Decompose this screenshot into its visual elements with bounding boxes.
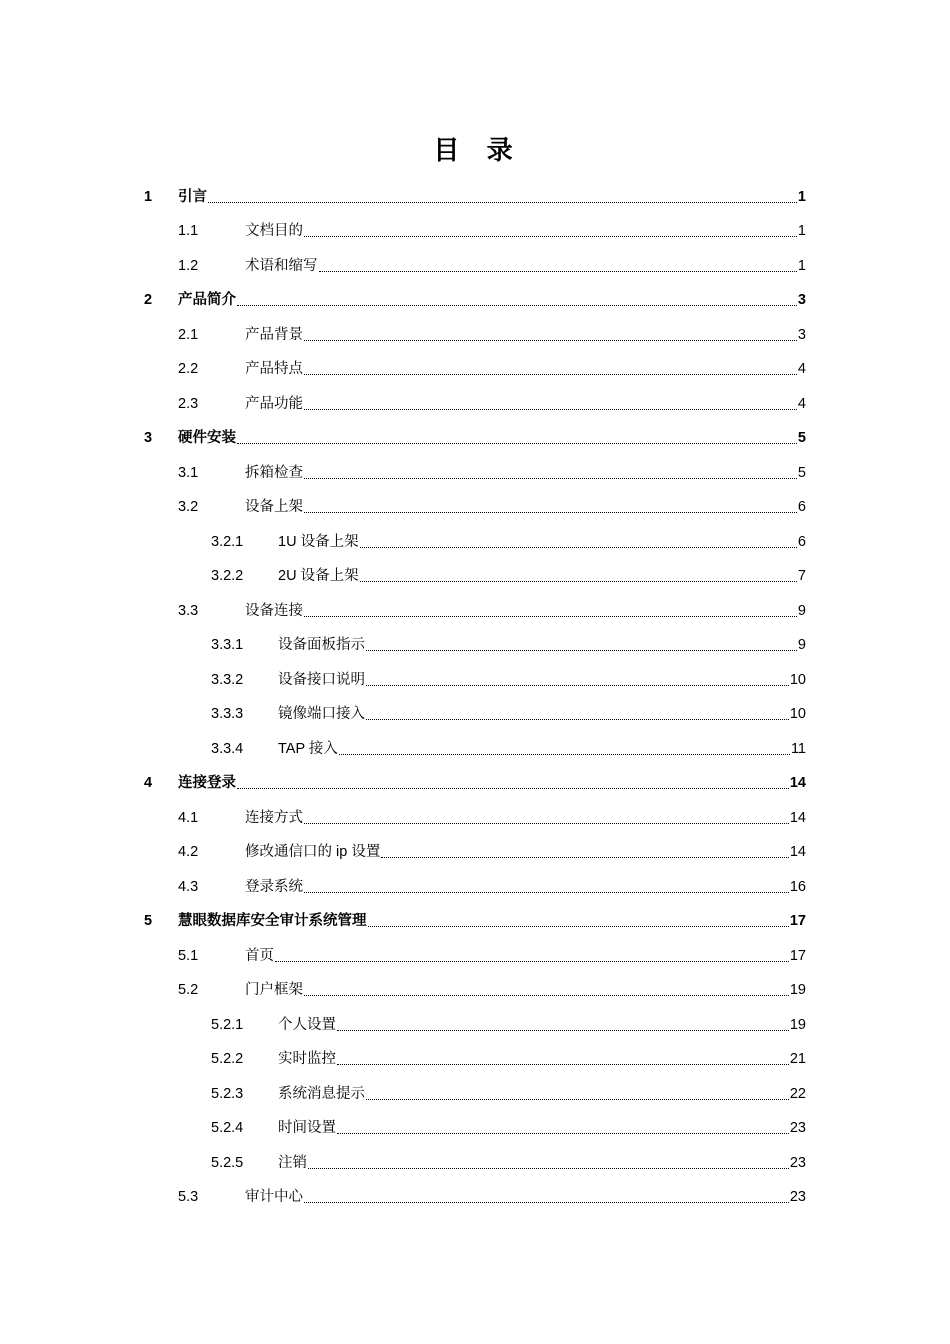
toc-entry-number: 1.1 [178, 223, 199, 240]
dot-leader [304, 512, 797, 513]
dot-leader [337, 1133, 789, 1134]
toc-entry[interactable] [178, 836, 806, 870]
toc-entry[interactable] [178, 594, 806, 628]
toc-entry-number: 2 [144, 292, 153, 309]
dot-leader [308, 1168, 789, 1169]
toc-entry[interactable] [211, 1112, 806, 1146]
toc-entry-number: 3.3.4 [211, 740, 244, 757]
dot-leader [208, 202, 797, 203]
toc-entry-page-number: 11 [790, 740, 806, 757]
toc-entry-number: 5.1 [178, 947, 199, 964]
toc-entry-number: 3.2 [178, 499, 199, 516]
toc-entry[interactable] [178, 870, 806, 904]
toc-entry-number: 4.1 [178, 809, 199, 826]
dot-leader [304, 892, 789, 893]
dot-leader [237, 305, 797, 306]
toc-entry[interactable] [178, 387, 806, 421]
toc-entry-label: 登录系统 [245, 878, 303, 895]
dot-leader [337, 1064, 789, 1065]
dot-leader [304, 995, 789, 996]
toc-entry-page-number: 5 [797, 430, 806, 447]
dot-leader [339, 754, 790, 755]
toc-entry-label: 1U 设备上架 [278, 533, 359, 550]
toc-entry-page-number: 9 [797, 602, 806, 619]
toc-entry-number: 3.2.1 [211, 533, 244, 550]
dot-leader [360, 581, 797, 582]
dot-leader [337, 1030, 789, 1031]
toc-entry-number: 4.2 [178, 844, 199, 861]
dot-leader [275, 961, 789, 962]
toc-entry-number: 5.2.4 [211, 1120, 244, 1137]
toc-entry-page-number: 5 [797, 464, 806, 481]
toc-entry-page-number: 14 [789, 775, 806, 792]
toc-entry-number: 5 [144, 913, 153, 930]
toc-entry-page-number: 23 [789, 1120, 806, 1137]
toc-title: 目 录 [433, 135, 523, 165]
toc-entry-page-number: 14 [789, 809, 806, 826]
toc-entry-label: 文档目的 [245, 223, 303, 240]
toc-entry-label: 时间设置 [278, 1120, 336, 1137]
toc-entry[interactable] [211, 1077, 806, 1111]
toc-entry-number: 5.2 [178, 982, 199, 999]
toc-entry-label: 拆箱检查 [245, 464, 303, 481]
toc-entry-number: 4.3 [178, 878, 199, 895]
toc-entry[interactable] [211, 732, 806, 766]
toc-entry-number: 2.3 [178, 395, 199, 412]
toc-entry-label: 审计中心 [245, 1189, 303, 1206]
toc-entry-page-number: 10 [789, 706, 806, 723]
toc-entry[interactable] [144, 767, 806, 801]
toc-entry-label: 个人设置 [278, 1016, 336, 1033]
toc-entry[interactable] [211, 560, 806, 594]
toc-entry-label: 2U 设备上架 [278, 568, 359, 585]
toc-entry-number: 5.2.2 [211, 1051, 244, 1068]
toc-entry[interactable] [211, 1043, 806, 1077]
toc-entry-page-number: 3 [797, 292, 806, 309]
toc-entry[interactable] [144, 180, 806, 214]
toc-entry-label: 设备连接 [245, 602, 303, 619]
toc-entry-page-number: 22 [789, 1085, 806, 1102]
toc-entry-page-number: 14 [789, 844, 806, 861]
toc-entry-number: 5.2.5 [211, 1154, 244, 1171]
toc-entry-label: 设备上架 [245, 499, 303, 516]
dot-leader [366, 1099, 789, 1100]
toc-entry[interactable] [144, 905, 806, 939]
toc-entry-page-number: 17 [789, 913, 806, 930]
toc-entry[interactable] [211, 1146, 806, 1180]
toc-entry-page-number: 1 [797, 188, 806, 205]
dot-leader [304, 478, 797, 479]
toc-entry-page-number: 23 [789, 1154, 806, 1171]
toc-entry[interactable] [211, 525, 806, 559]
dot-leader [366, 685, 789, 686]
toc-entry[interactable] [211, 663, 806, 697]
toc-entry-label: 产品特点 [245, 361, 303, 378]
toc-entry[interactable] [211, 1008, 806, 1042]
dot-leader [304, 374, 797, 375]
toc-entry-number: 3.3.2 [211, 671, 244, 688]
toc-entry-page-number: 6 [797, 533, 806, 550]
toc-entry-number: 2.2 [178, 361, 199, 378]
toc-entry[interactable] [178, 353, 806, 387]
toc-entry-label: 设备接口说明 [278, 671, 365, 688]
toc-entry-page-number: 1 [797, 223, 806, 240]
toc-entry-label: 引言 [178, 188, 207, 205]
toc-entry-number: 5.3 [178, 1189, 199, 1206]
toc-entry-label: 硬件安装 [178, 430, 236, 447]
dot-leader [366, 650, 797, 651]
toc-entry-number: 3.2.2 [211, 568, 244, 585]
dot-leader [304, 616, 797, 617]
dot-leader [304, 409, 797, 410]
toc-entry-label: 镜像端口接入 [278, 706, 365, 723]
toc-entry-page-number: 19 [789, 1016, 806, 1033]
toc-entry-page-number: 6 [797, 499, 806, 516]
toc-entry-page-number: 1 [797, 257, 806, 274]
dot-leader [381, 857, 789, 858]
toc-entry[interactable] [178, 249, 806, 283]
dot-leader [368, 926, 789, 927]
toc-entry-label: TAP 接入 [278, 740, 338, 757]
toc-entry-page-number: 4 [797, 361, 806, 378]
dot-leader [304, 1202, 789, 1203]
toc-entry[interactable] [144, 284, 806, 318]
toc-entry-number: 4 [144, 775, 153, 792]
toc-entry-page-number: 19 [789, 982, 806, 999]
toc-entry-label: 产品背景 [245, 326, 303, 343]
toc-entry[interactable] [211, 698, 806, 732]
toc-entry-label: 设备面板指示 [278, 637, 365, 654]
toc-entry-label: 首页 [245, 947, 274, 964]
toc-entry[interactable] [178, 974, 806, 1008]
toc-entry-label: 慧眼数据库安全审计系统管理 [178, 913, 367, 930]
toc-entry[interactable] [178, 491, 806, 525]
toc-entry-number: 3.1 [178, 464, 199, 481]
dot-leader [237, 443, 797, 444]
toc-entry-number: 1.2 [178, 257, 199, 274]
toc-entry-number: 3.3 [178, 602, 199, 619]
toc-entry-label: 注销 [278, 1154, 307, 1171]
toc-entry-label: 产品简介 [178, 292, 236, 309]
toc-entry-label: 系统消息提示 [278, 1085, 365, 1102]
toc-entry-number: 3.3.1 [211, 637, 244, 654]
toc-entry-page-number: 23 [789, 1189, 806, 1206]
toc-entry-label: 修改通信口的 ip 设置 [245, 844, 381, 861]
toc-entry-number: 5.2.3 [211, 1085, 244, 1102]
toc-entry-number: 2.1 [178, 326, 199, 343]
toc-entry-page-number: 7 [797, 568, 806, 585]
toc-entry-page-number: 10 [789, 671, 806, 688]
toc-entry[interactable] [178, 801, 806, 835]
dot-leader [304, 236, 797, 237]
dot-leader [319, 271, 797, 272]
dot-leader [366, 719, 789, 720]
toc-entry[interactable] [178, 318, 806, 352]
toc-entry-page-number: 9 [797, 637, 806, 654]
dot-leader [360, 547, 797, 548]
dot-leader [304, 823, 789, 824]
toc-entry[interactable] [178, 1181, 806, 1215]
toc-entry[interactable] [211, 629, 806, 663]
toc-entry-label: 连接方式 [245, 809, 303, 826]
toc-entry-number: 5.2.1 [211, 1016, 244, 1033]
toc-entry-number: 1 [144, 188, 153, 205]
toc-entry-label: 连接登录 [178, 775, 236, 792]
toc-entry-label: 产品功能 [245, 395, 303, 412]
toc-entry-page-number: 3 [797, 326, 806, 343]
toc-entry-number: 3 [144, 430, 153, 447]
toc-entry[interactable] [178, 939, 806, 973]
toc-entry-page-number: 4 [797, 395, 806, 412]
dot-leader [304, 340, 797, 341]
dot-leader [237, 788, 789, 789]
toc-entry-number: 3.3.3 [211, 706, 244, 723]
toc-entry-label: 门户框架 [245, 982, 303, 999]
toc-entry[interactable] [144, 422, 806, 456]
toc-entry[interactable] [178, 456, 806, 490]
toc-entry-label: 术语和缩写 [245, 257, 318, 274]
toc-entry-page-number: 21 [789, 1051, 806, 1068]
toc-entry-label: 实时监控 [278, 1051, 336, 1068]
toc-entry-page-number: 17 [789, 947, 806, 964]
toc-entry-page-number: 16 [789, 878, 806, 895]
toc-entry[interactable] [178, 215, 806, 249]
